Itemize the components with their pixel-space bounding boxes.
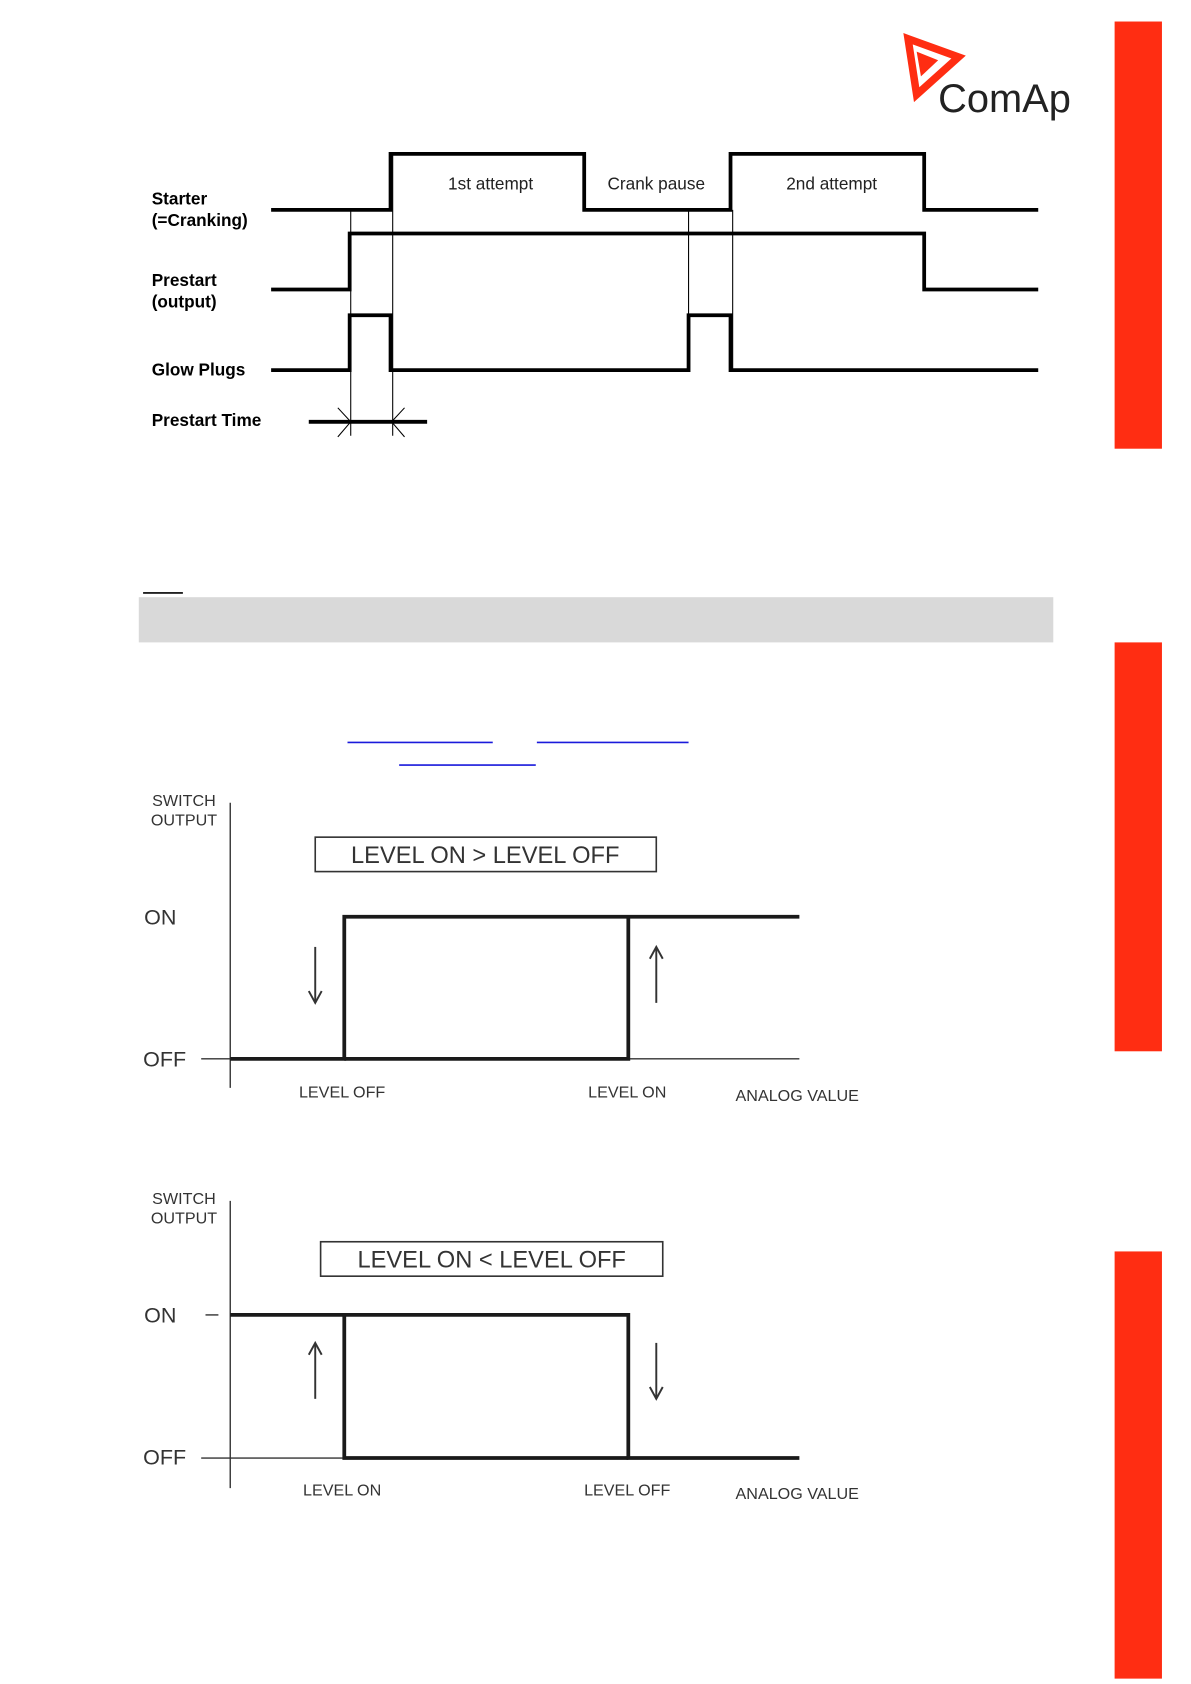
up-arrow-icon <box>309 1343 322 1399</box>
down-arrow-icon <box>650 1343 663 1399</box>
hysteresis-diagram-on-greater <box>143 792 859 1105</box>
x-marker-label: LEVEL OFF <box>584 1481 671 1500</box>
glow-plugs-waveform <box>271 315 1038 370</box>
x-marker-label: LEVEL ON <box>588 1083 667 1102</box>
down-arrow-icon <box>309 947 322 1003</box>
condition-label: LEVEL ON < LEVEL OFF <box>357 1247 626 1274</box>
prestart-time-label: Prestart Time <box>151 410 262 431</box>
prestart-sublabel: (output) <box>151 291 217 312</box>
starter-label: Starter <box>151 188 208 209</box>
logo-text: ComAp <box>938 76 1071 121</box>
y-axis-label: SWITCH <box>152 1190 216 1209</box>
x-marker-label: LEVEL ON <box>302 1481 382 1500</box>
red-margin-bar-bottom <box>1115 1251 1162 1678</box>
hysteresis-loop <box>344 917 628 1059</box>
red-margin-bar-middle <box>1115 642 1162 1051</box>
x-marker-label: LEVEL OFF <box>298 1083 386 1102</box>
y-axis-label: OUTPUT <box>150 1209 218 1228</box>
state-on-label: ON <box>144 1303 177 1328</box>
up-arrow-icon <box>650 947 663 1003</box>
y-axis-label: SWITCH <box>152 791 216 810</box>
hysteresis-diagram-on-less <box>143 1190 859 1503</box>
y-axis-label: OUTPUT <box>150 811 218 830</box>
x-axis-label: ANALOG VALUE <box>735 1484 859 1503</box>
phase-label-1st-attempt: 1st attempt <box>448 173 534 194</box>
prestart-waveform <box>271 234 1038 290</box>
logo-triangle-inner-icon <box>917 52 939 77</box>
glow-plugs-label: Glow Plugs <box>151 359 246 380</box>
start-timing-diagram <box>152 154 1039 437</box>
prestart-label: Prestart <box>151 270 217 291</box>
condition-label: LEVEL ON > LEVEL OFF <box>351 842 620 869</box>
comap-logo <box>908 39 1071 121</box>
state-on-label: ON <box>144 905 177 930</box>
x-axis-label: ANALOG VALUE <box>735 1086 859 1105</box>
red-margin-bar-top <box>1115 22 1162 449</box>
section-heading-bar <box>139 597 1053 642</box>
hysteresis-loop <box>344 1315 628 1458</box>
starter-sublabel: (=Cranking) <box>151 209 248 230</box>
state-off-label: OFF <box>143 1047 187 1072</box>
state-off-label: OFF <box>143 1445 187 1470</box>
phase-label-crank-pause: Crank pause <box>607 173 706 194</box>
phase-label-2nd-attempt: 2nd attempt <box>786 173 878 194</box>
